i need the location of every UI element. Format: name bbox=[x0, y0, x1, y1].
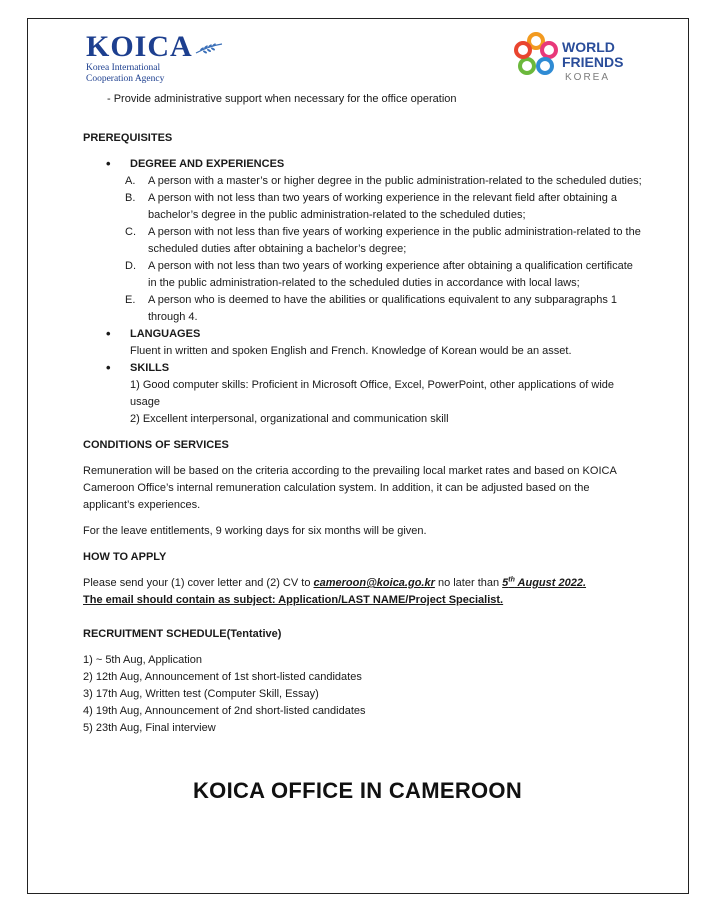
conditions-heading: CONDITIONS OF SERVICES bbox=[83, 439, 229, 451]
koica-subtitle-2: Cooperation Agency bbox=[86, 74, 165, 84]
document-body bbox=[83, 91, 643, 737]
list-item: D. A person with not less than two years of working experience after obtaining a qualification certificate in the public administration-related to the scheduled duties in accordance with local laws; bbox=[125, 260, 633, 289]
schedule-item: 5) 23th Aug, Final interview bbox=[83, 722, 216, 734]
koica-wordmark: KOICA bbox=[86, 30, 193, 63]
koica-subtitle-1: Korea International bbox=[86, 63, 161, 73]
how-to-apply-heading: HOW TO APPLY bbox=[83, 551, 167, 563]
schedule-heading: RECRUITMENT SCHEDULE(Tentative) bbox=[83, 628, 282, 640]
skills-line-2: 2) Excellent interpersonal, organizational and communication skill bbox=[130, 413, 449, 425]
leaf-branch-icon bbox=[195, 42, 223, 56]
languages-text: Fluent in written and spoken English and French. Knowledge of Korean would be an asset. bbox=[130, 345, 572, 357]
list-item: A. A person with a master’s or higher degree in the public administration-related to the scheduled duties; bbox=[125, 175, 642, 187]
apply-instructions: Please send your (1) cover letter and (2) CV to cameroon@koica.go.kr no later than 5th August 2022. bbox=[83, 576, 587, 589]
degree-list bbox=[83, 173, 643, 326]
email-link[interactable]: cameroon@koica.go.kr bbox=[313, 577, 435, 589]
list-item: B. A person with not less than two years of working experience in the relevant field after obtaining a bachelor’s degree in the public administration-related to the scheduled duties; bbox=[125, 192, 617, 221]
list-item: C. A person with not less than five years of working experience in the public administration-related to the scheduled duties after obtaining a bachelor’s degree; bbox=[125, 226, 641, 255]
languages-heading: • LANGUAGES bbox=[83, 326, 643, 343]
schedule-list bbox=[83, 652, 643, 737]
schedule-item: 1) ~ 5th Aug, Application bbox=[83, 654, 202, 666]
deadline: 5th August 2022. bbox=[502, 576, 587, 589]
schedule-item: 4) 19th Aug, Announcement of 2nd short-listed candidates bbox=[83, 705, 366, 717]
schedule-item: 3) 17th Aug, Written test (Computer Skill, Essay) bbox=[83, 688, 319, 700]
degree-heading: • DEGREE AND EXPERIENCES bbox=[83, 156, 643, 173]
world-friends-logo bbox=[512, 32, 642, 82]
wf-friends-text: FRIENDS bbox=[562, 54, 624, 70]
skills-line-1: 1) Good computer skills: Proficient in Microsoft Office, Excel, PowerPoint, other applications of wide usage bbox=[130, 379, 615, 408]
koica-logo bbox=[86, 32, 223, 84]
world-friends-flower-icon bbox=[512, 32, 560, 80]
conditions-para-2: For the leave entitlements, 9 working days for six months will be given. bbox=[83, 525, 427, 537]
wf-korea-text: KOREA bbox=[565, 72, 611, 83]
prerequisites-heading: PREREQUISITES bbox=[83, 132, 173, 144]
schedule-item: 2) 12th Aug, Announcement of 1st short-listed candidates bbox=[83, 671, 362, 683]
intro-line: - Provide administrative support when necessary for the office operation bbox=[107, 93, 457, 105]
skills-heading: • SKILLS bbox=[83, 360, 643, 377]
wf-world-text: WORLD bbox=[562, 39, 615, 55]
email-subject-line: The email should contain as subject: Application/LAST NAME/Project Specialist. bbox=[83, 594, 504, 606]
list-item: E. A person who is deemed to have the abilities or qualifications equivalent to any subparagraphs 1 through 4. bbox=[125, 294, 618, 323]
footer-title: KOICA OFFICE IN CAMEROON bbox=[192, 778, 523, 803]
conditions-para-1: Remuneration will be based on the criteria according to the prevailing local market rates and based on KOICA Cameroon Office’s internal remuneration calculation system. In addition, it can be adjusted based on the applicant’s experiences. bbox=[83, 465, 617, 511]
